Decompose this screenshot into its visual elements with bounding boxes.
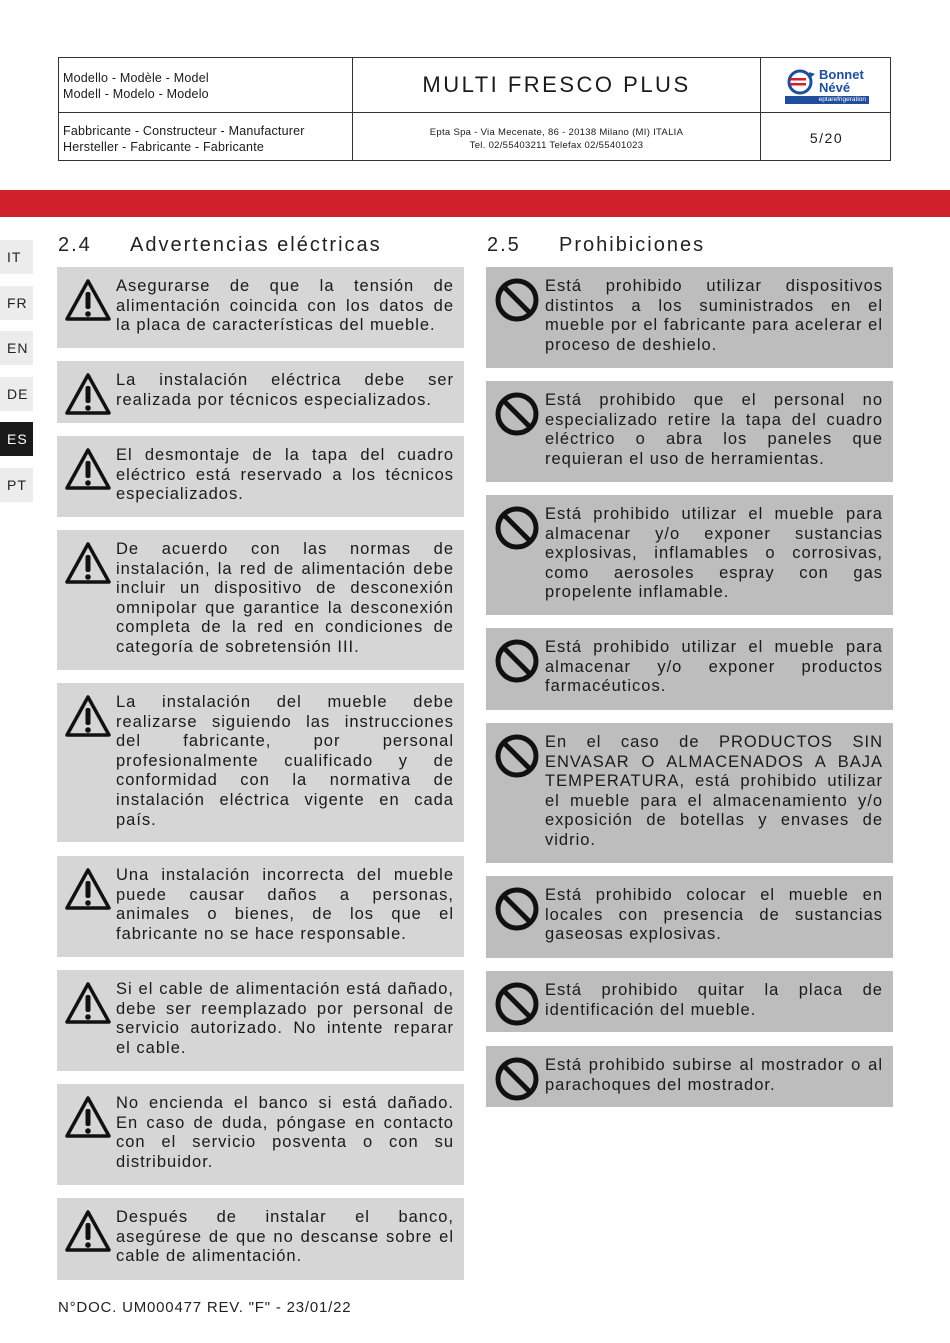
brand-logo [761,58,891,112]
prohibition-box [486,628,893,710]
prohibition-icon [494,391,540,437]
warning-text: No encienda el banco si está dañado. En caso de duda, póngase en contacto con el servicio posventa o con su distribuidor. [116,1094,454,1171]
warning-box [57,1084,464,1185]
prohibition-icon [494,277,540,323]
warning-box [57,856,464,957]
prohibition-box [486,267,893,368]
prohibition-icon [494,886,540,932]
warning-triangle-icon [65,866,111,912]
logo-brand: Bonnet Névé [819,67,864,95]
warning-text: La instalación del mueble debe realizarse siguiendo las instrucciones del fabricante, por personal profesionalmente cualificado y de conformidad con la normativa de instalación eléctrica vigente en cada país. [116,693,454,829]
header-divider [59,112,890,113]
warning-text: Si el cable de alimentación está dañado, debe ser reemplazado por personal de servicio autorizado. No intente reparar el cable. [116,980,454,1057]
warning-box [57,1198,464,1280]
warning-text: De acuerdo con las normas de instalación, la red de alimentación debe incluir un dispositivo de desconexión omnipolar que garantice la desconexión completa de la red en condiciones de categoría de sobretensión III. [116,540,454,656]
section-title-prohibitions: 2.5 Prohibiciones [487,234,706,256]
prohibition-box [486,495,893,615]
prohibition-icon [494,733,540,779]
prohibition-text: Está prohibido que el personal no especializado retire la tapa del cuadro eléctrico o abra los paneles que requieran el uso de herramientas. [545,391,883,468]
manufacturer-label: Fabbricante - Constructeur - Manufacturer Hersteller - Fabricante - Fabricante [63,124,305,154]
warning-box [57,361,464,423]
warning-triangle-icon [65,446,111,492]
prohibition-text: Está prohibido colocar el mueble en locales con presencia de sustancias gaseosas explosivas. [545,886,883,944]
header-table [58,57,891,161]
warning-triangle-icon [65,1094,111,1140]
warning-triangle-icon [65,371,111,417]
tab-lang-pt[interactable]: PT [0,468,33,502]
warning-box [57,530,464,670]
prohibition-icon [494,638,540,684]
tab-lang-es[interactable]: ES [0,422,33,456]
tab-lang-de[interactable]: DE [0,377,33,411]
prohibition-text: Está prohibido utilizar el mueble para almacenar y/o exponer sustancias explosivas, inflamables o corrosivas, como aerosoles espray con gas propelente inflamable. [545,505,883,602]
warning-triangle-icon [65,277,111,323]
prohibition-text: Está prohibido quitar la placa de identificación del mueble. [545,981,883,1019]
prohibition-text: En el caso de PRODUCTOS SIN ENVASAR O ALMACENADOS A BAJA TEMPERATURA, está prohibido utilizar el mueble para el almacenamiento y/o exposición de botellas y envases de vidrio. [545,733,883,849]
warning-text: La instalación eléctrica debe ser realizada por técnicos especializados. [116,371,454,409]
prohibition-box [486,1046,893,1107]
tab-lang-fr[interactable]: FR [0,286,33,320]
warning-text: El desmontaje de la tapa del cuadro eléctrico está reservado a los técnicos especializados. [116,446,454,504]
document-number: N°DOC. UM000477 REV. "F" - 23/01/22 [58,1299,352,1316]
warning-box [57,970,464,1071]
logo-tagline: eptarefrigeration [785,96,869,104]
warning-box [57,267,464,348]
language-tabs [0,240,33,513]
warning-box [57,436,464,517]
warning-triangle-icon [65,980,111,1026]
prohibition-box [486,971,893,1032]
warning-triangle-icon [65,1208,111,1254]
warning-text: Asegurarse de que la tensión de alimentación coincida con los datos de la placa de características del mueble. [116,277,454,335]
prohibition-icon [494,1056,540,1102]
prohibition-box [486,723,893,863]
prohibition-icon [494,981,540,1027]
prohibition-box [486,381,893,482]
warning-triangle-icon [65,540,111,586]
section-title-electrical: 2.4 Advertencias eléctricas [58,234,382,256]
prohibition-icon [494,505,540,551]
warning-box [57,683,464,842]
warning-triangle-icon [65,693,111,739]
model-name: MULTI FRESCO PLUS [422,72,691,97]
logo-emblem-icon [787,68,817,96]
tab-lang-en[interactable]: EN [0,331,33,365]
prohibition-text: Está prohibido utilizar el mueble para almacenar y/o exponer productos farmacéuticos. [545,638,883,696]
model-label: Modello - Modèle - Model Modell - Modelo - Modelo [63,71,209,101]
prohibition-text: Está prohibido subirse al mostrador o al parachoques del mostrador. [545,1056,883,1094]
red-band [0,190,950,217]
page-number: 5/20 [809,130,844,146]
prohibition-box [486,876,893,958]
tab-lang-it[interactable]: IT [0,240,33,274]
warning-text: Una instalación incorrecta del mueble puede causar daños a personas, animales o bienes, de los que el fabricante no se hace responsable. [116,866,454,943]
manufacturer-address: Epta Spa - Via Mecenate, 86 - 20138 Milano (MI) ITALIA Tel. 02/55403211 Telefax 02/55401023 [429,127,684,151]
prohibition-text: Está prohibido utilizar dispositivos distintos a los suministrados en el mueble por el fabricante para acelerar el proceso de deshielo. [545,277,883,354]
warning-text: Después de instalar el banco, asegúrese de que no descanse sobre el cable de alimentación. [116,1208,454,1266]
